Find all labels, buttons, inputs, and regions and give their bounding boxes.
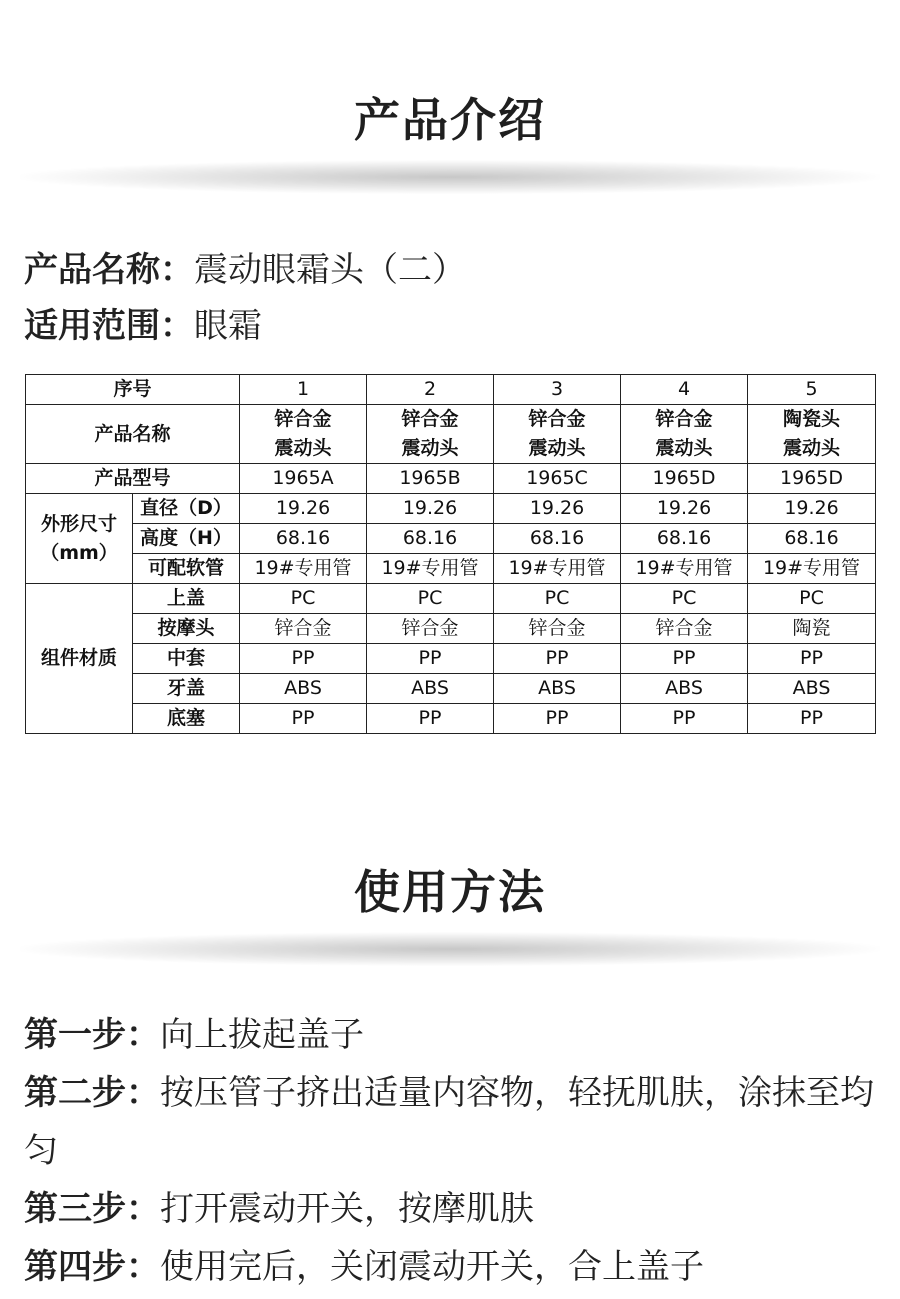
table-cell: 19.26 [494, 494, 621, 524]
step-4 [24, 1238, 876, 1296]
table-cell: PC [240, 584, 367, 614]
table-row-name [26, 405, 876, 464]
table-cell: PP [240, 644, 367, 674]
table-row-height [26, 524, 876, 554]
row-header: 按摩头 [133, 614, 240, 644]
name-line: 锌合金 [528, 408, 586, 430]
table-cell [748, 405, 876, 464]
table-row-middle-sleeve [26, 644, 876, 674]
name-line: 陶瓷头 [783, 408, 841, 430]
table-cell: ABS [240, 674, 367, 704]
row-header: 可配软管 [133, 554, 240, 584]
step-text: 向上拔起盖子 [160, 1015, 364, 1055]
table-cell [494, 405, 621, 464]
step-label: 第四步： [24, 1247, 160, 1287]
table-cell [367, 405, 494, 464]
name-line: 震动头 [655, 437, 713, 459]
table-cell: PP [748, 644, 876, 674]
step-2 [24, 1064, 876, 1180]
usage-title-shadow [20, 932, 880, 966]
name-line: 震动头 [274, 437, 332, 459]
table-cell: ABS [748, 674, 876, 704]
name-header: 产品名称 [26, 405, 240, 464]
table-cell: ABS [494, 674, 621, 704]
table-cell: 19.26 [367, 494, 494, 524]
table-cell: 1965B [367, 464, 494, 494]
table-row-diameter [26, 494, 876, 524]
table-cell: 19#专用管 [240, 554, 367, 584]
table-cell: PP [240, 704, 367, 734]
row-header: 高度（H） [133, 524, 240, 554]
table-cell: PP [494, 704, 621, 734]
table-cell: PC [367, 584, 494, 614]
name-line: 锌合金 [655, 408, 713, 430]
step-1 [24, 1006, 876, 1064]
row-header: 中套 [133, 644, 240, 674]
table-cell: PP [621, 644, 748, 674]
scope-line [24, 298, 262, 347]
scope-value: 眼霜 [194, 306, 262, 346]
table-cell: 1965A [240, 464, 367, 494]
group-line: （mm） [40, 541, 118, 564]
table-row-cap [26, 584, 876, 614]
intro-title-shadow [20, 160, 880, 194]
table-cell: PP [494, 644, 621, 674]
table-cell: 1965D [621, 464, 748, 494]
table-row-model [26, 464, 876, 494]
product-name-label: 产品名称： [24, 250, 194, 290]
table-cell: 68.16 [240, 524, 367, 554]
dimension-group-header [26, 494, 133, 584]
product-name-line [24, 242, 466, 291]
step-label: 第二步： [24, 1073, 160, 1113]
table-cell: 19#专用管 [494, 554, 621, 584]
usage-title: 使用方法 [354, 865, 546, 919]
name-line: 震动头 [401, 437, 459, 459]
group-line: 外形尺寸 [40, 512, 117, 535]
table-cell [621, 405, 748, 464]
table-cell: 19#专用管 [748, 554, 876, 584]
step-label: 第一步： [24, 1015, 160, 1055]
table-cell: 1 [240, 375, 367, 405]
table-cell: PC [494, 584, 621, 614]
name-line: 震动头 [783, 437, 841, 459]
step-text: 使用完后，关闭震动开关，合上盖子 [160, 1247, 704, 1287]
table-cell: 陶瓷 [748, 614, 876, 644]
row-header: 上盖 [133, 584, 240, 614]
table-cell: 锌合金 [240, 614, 367, 644]
table-cell: 锌合金 [621, 614, 748, 644]
table-cell: PP [748, 704, 876, 734]
intro-title: 产品介绍 [354, 93, 546, 147]
table-cell: 锌合金 [494, 614, 621, 644]
table-cell: 3 [494, 375, 621, 405]
name-line: 锌合金 [274, 408, 332, 430]
step-label: 第三步： [24, 1189, 160, 1229]
table-cell: PP [367, 644, 494, 674]
table-cell: 19.26 [621, 494, 748, 524]
table-cell: 锌合金 [367, 614, 494, 644]
table-cell: 68.16 [494, 524, 621, 554]
table-cell: PP [367, 704, 494, 734]
table-cell: ABS [621, 674, 748, 704]
spec-table [25, 374, 876, 734]
name-line: 震动头 [528, 437, 586, 459]
table-row-thread-cap [26, 674, 876, 704]
table-cell: PP [621, 704, 748, 734]
seq-header: 序号 [26, 375, 240, 405]
table-cell: 19#专用管 [621, 554, 748, 584]
table-row-massage-head [26, 614, 876, 644]
table-cell: 68.16 [621, 524, 748, 554]
table-row-bottom-plug [26, 704, 876, 734]
table-cell: 1965D [748, 464, 876, 494]
name-line: 锌合金 [401, 408, 459, 430]
step-text: 按压管子挤出适量内容物，轻抚肌肤，涂抹至均匀 [24, 1073, 874, 1171]
table-row-tube [26, 554, 876, 584]
table-cell: 68.16 [367, 524, 494, 554]
row-header: 底塞 [133, 704, 240, 734]
step-text: 打开震动开关，按摩肌肤 [160, 1189, 534, 1229]
table-cell: PC [748, 584, 876, 614]
scope-label: 适用范围： [24, 306, 194, 346]
table-cell: PC [621, 584, 748, 614]
product-name-value: 震动眼霜头（二） [194, 250, 466, 290]
row-header: 直径（D） [133, 494, 240, 524]
table-row-seq [26, 375, 876, 405]
model-header: 产品型号 [26, 464, 240, 494]
table-cell: 19.26 [240, 494, 367, 524]
table-cell: 68.16 [748, 524, 876, 554]
table-cell: ABS [367, 674, 494, 704]
table-cell: 5 [748, 375, 876, 405]
material-group-header: 组件材质 [26, 584, 133, 734]
step-3 [24, 1180, 876, 1238]
table-cell: 1965C [494, 464, 621, 494]
table-cell [240, 405, 367, 464]
table-cell: 4 [621, 375, 748, 405]
table-cell: 19.26 [748, 494, 876, 524]
table-cell: 2 [367, 375, 494, 405]
row-header: 牙盖 [133, 674, 240, 704]
table-cell: 19#专用管 [367, 554, 494, 584]
